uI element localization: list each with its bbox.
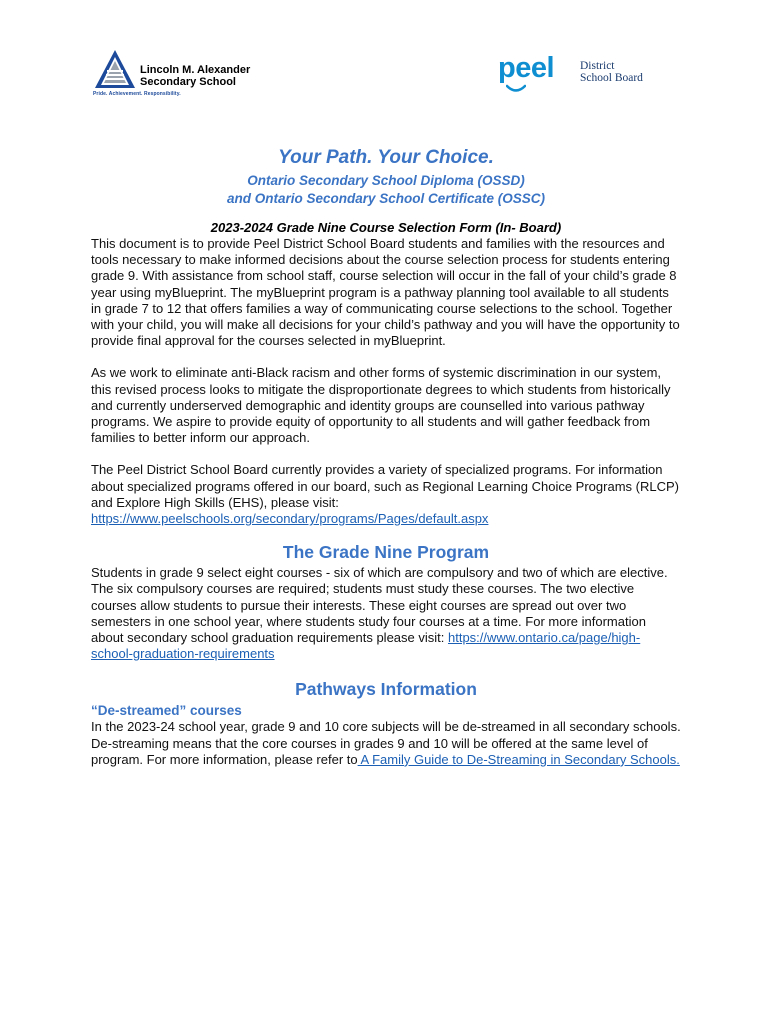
subtitle-line2: and Ontario Secondary School Certificate (OSSC)	[226, 191, 546, 206]
school-name-line2: Secondary School	[140, 76, 236, 88]
form-title: 2023-2024 Grade Nine Course Selection Form (In- Board)	[210, 220, 562, 235]
specialized-programs-link[interactable]: https://www.peelschools.org/secondary/programs/Pages/default.aspx	[91, 511, 489, 527]
specialized-text: The Peel District School Board currently provides a variety of specialized programs. For information about specialized programs offered in our board, such as Regional Learning Choice Programs (RLCP) and Explore High Skills (EHS), please visit:	[91, 462, 679, 510]
board-name	[580, 60, 643, 84]
board-name-line1: District	[580, 60, 615, 72]
document-subtitle	[91, 172, 681, 208]
destreaming-guide-link[interactable]: A Family Guide to De-Streaming in Secondary Schools.	[357, 751, 680, 767]
graduation-requirements-link[interactable]: https://www.ontario.ca/page/high-school-graduation-requirements	[91, 630, 641, 662]
grade-nine-heading: The Grade Nine Program	[282, 542, 490, 563]
destreamed-heading: “De-streamed” courses	[91, 703, 242, 719]
board-name-line2: School Board	[580, 72, 643, 84]
subtitle-line1: Ontario Secondary School Diploma (OSSD)	[247, 173, 525, 188]
grade-nine-text: Students in grade 9 select eight courses - six of which are compulsory and two of which are elective. The six compulsory courses are required; students must study these courses. The two elective courses allow students to pursue their interests. These eight courses are spread out over two semesters in one school year, where students study four courses at a time. For more information about secondary school graduation requirements please visit:	[91, 565, 668, 646]
document-title: Your Path. Your Choice.	[278, 147, 494, 168]
board-logo	[498, 52, 658, 98]
school-emblem-icon	[93, 48, 137, 90]
specialized-paragraph	[91, 462, 681, 527]
pathways-heading: Pathways Information	[295, 679, 477, 700]
intro-paragraph: This document is to provide Peel District School Board students and families with the resources and tools necessary to make informed decisions about the course selection process for students entering grade 9. With assistance from school staff, course selection will occur in the fall of your child’s grade 8 year using myBlueprint. The myBlueprint program is a pathway planning tool available to all students in grade 7 to 12 that offers families a way of communicating course selections to the school. Together with your child, you will make all decisions for your child’s pathway and you will have the opportunity to provide final approval for the courses selected in myBlueprint.	[91, 236, 680, 349]
document-body	[91, 146, 681, 768]
school-motto: Pride. Achievement. Responsibility.	[93, 91, 181, 97]
document-header	[0, 0, 770, 110]
destreamed-paragraph	[91, 719, 681, 768]
equity-paragraph: As we work to eliminate anti-Black racism and other forms of systemic discrimination in our system, this revised process looks to mitigate the disproportionate degrees to which students from historically and currently underserved demographic and identity groups are counselled into various pathway programs. We aspire to provide equity of opportunity to all students and will gather feedback from families to better inform our approach.	[91, 365, 671, 446]
destreamed-text: In the 2023-24 school year, grade 9 and 10 core subjects will be de-streamed in all secondary schools. De-streaming means that the core courses in grades 9 and 10 will be offered at the same level of program. For more information, please refer to	[91, 719, 681, 767]
school-logo	[93, 48, 283, 108]
grade-nine-paragraph	[91, 565, 681, 662]
smile-icon	[506, 84, 526, 94]
board-logo-word: peel	[498, 52, 555, 84]
school-name-line1: Lincoln M. Alexander	[140, 64, 251, 76]
school-name	[140, 64, 250, 88]
